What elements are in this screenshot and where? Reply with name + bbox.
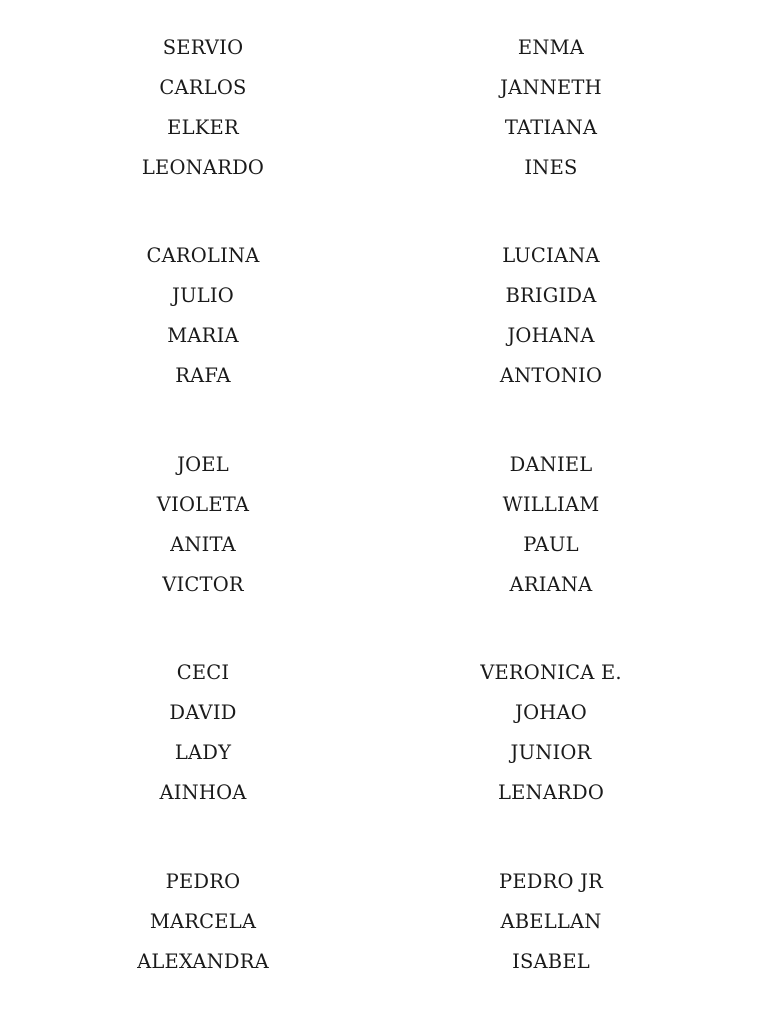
right-name: ARIANA (509, 573, 593, 596)
name-group (0, 445, 768, 605)
name-row (0, 356, 768, 396)
left-name: SERVIO (162, 36, 244, 59)
name-group (0, 28, 768, 188)
left-name: VICTOR (162, 573, 244, 596)
name-group (0, 862, 768, 982)
right-name: BRIGIDA (505, 284, 597, 307)
left-name: RAFA (175, 364, 231, 387)
right-name: JUNIOR (510, 741, 592, 764)
right-name: INES (524, 156, 578, 179)
right-name: PEDRO JR (499, 870, 603, 893)
left-name: JOEL (177, 453, 229, 476)
right-name: PAUL (523, 533, 579, 556)
left-name: LADY (174, 741, 232, 764)
name-row (0, 733, 768, 773)
right-name: JOHANA (507, 324, 595, 347)
right-name: WILLIAM (502, 493, 600, 516)
name-row (0, 902, 768, 942)
name-row (0, 773, 768, 813)
left-name: DAVID (169, 701, 237, 724)
left-name: CAROLINA (146, 244, 260, 267)
name-row (0, 68, 768, 108)
name-row (0, 236, 768, 276)
right-name: JANNETH (500, 76, 602, 99)
right-name: JOHAO (515, 701, 587, 724)
name-row (0, 693, 768, 733)
left-name: MARIA (167, 324, 239, 347)
left-name: ANITA (170, 533, 236, 556)
right-name: LUCIANA (502, 244, 600, 267)
name-row (0, 525, 768, 565)
left-name: VIOLETA (156, 493, 250, 516)
left-name: LEONARDO (141, 156, 265, 179)
right-name: ANTONIO (499, 364, 603, 387)
left-name: CARLOS (159, 76, 247, 99)
right-name: DANIEL (509, 453, 593, 476)
name-row (0, 28, 768, 68)
left-name: JULIO (172, 284, 234, 307)
left-name: ALEXANDRA (137, 950, 269, 973)
right-name: TATIANA (504, 116, 598, 139)
left-name: MARCELA (149, 910, 257, 933)
name-row (0, 653, 768, 693)
name-group (0, 653, 768, 813)
left-name: PEDRO (165, 870, 241, 893)
name-row (0, 316, 768, 356)
name-group (0, 236, 768, 396)
left-name: AINHOA (159, 781, 247, 804)
right-name: VERONICA E. (480, 661, 622, 684)
left-name: ELKER (167, 116, 239, 139)
name-row (0, 485, 768, 525)
name-row (0, 942, 768, 982)
name-row (0, 862, 768, 902)
name-row (0, 276, 768, 316)
right-name: LENARDO (497, 781, 605, 804)
name-row (0, 148, 768, 188)
right-name: ISABEL (512, 950, 590, 973)
right-name: ABELLAN (500, 910, 602, 933)
name-row (0, 108, 768, 148)
name-row (0, 565, 768, 605)
right-name: ENMA (517, 36, 585, 59)
name-row (0, 445, 768, 485)
left-name: CECI (176, 661, 230, 684)
